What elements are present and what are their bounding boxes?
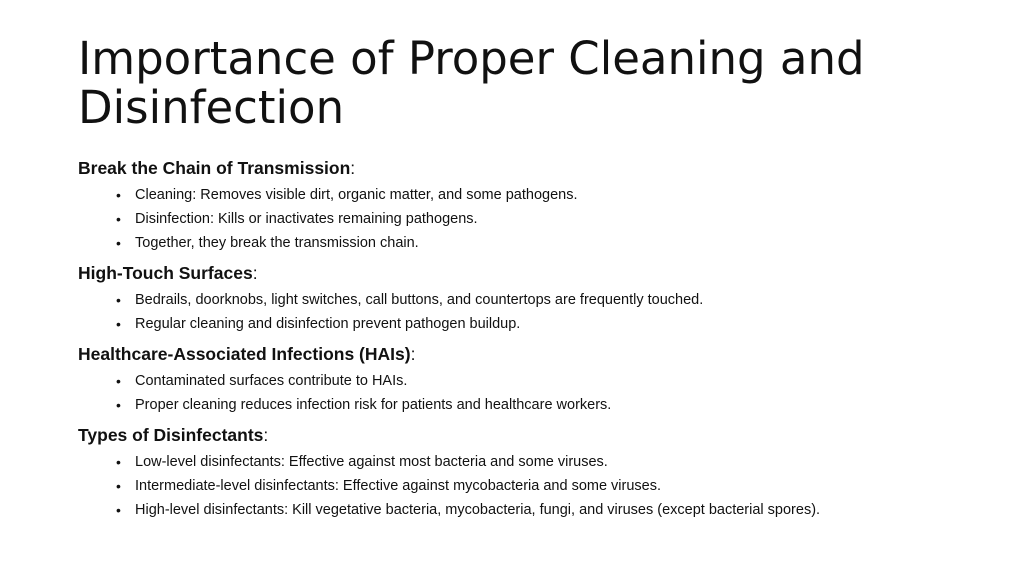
list-item: • Disinfection: Kills or inactivates remaining pathogens. bbox=[116, 207, 978, 231]
section-types-of-disinfectants bbox=[78, 423, 978, 522]
bullet-list bbox=[78, 369, 978, 417]
bullet-icon: • bbox=[116, 292, 121, 308]
list-item: • High-level disinfectants: Kill vegetative bacteria, mycobacteria, fungi, and viruses (except bacterial spores). bbox=[116, 498, 978, 522]
list-item: • Intermediate-level disinfectants: Effective against mycobacteria and some viruses. bbox=[116, 474, 978, 498]
section-heading: High-Touch Surfaces: bbox=[78, 263, 258, 283]
section-heading: Healthcare-Associated Infections (HAIs): bbox=[78, 344, 416, 364]
section-heading: Break the Chain of Transmission: bbox=[78, 158, 356, 178]
bullet-list bbox=[78, 288, 978, 336]
section-high-touch-surfaces bbox=[78, 261, 978, 336]
bullet-icon: • bbox=[116, 454, 121, 470]
slide-title: Importance of Proper Cleaning and Disinfection bbox=[78, 32, 865, 134]
section-heading: Types of Disinfectants: bbox=[78, 425, 269, 445]
list-item: • Regular cleaning and disinfection prevent pathogen buildup. bbox=[116, 312, 978, 336]
bullet-icon: • bbox=[116, 211, 121, 227]
bullet-icon: • bbox=[116, 478, 121, 494]
bullet-icon: • bbox=[116, 373, 121, 389]
list-item: • Proper cleaning reduces infection risk for patients and healthcare workers. bbox=[116, 393, 978, 417]
list-item: • Contaminated surfaces contribute to HAIs. bbox=[116, 369, 978, 393]
list-item: • Bedrails, doorknobs, light switches, call buttons, and countertops are frequently touched. bbox=[116, 288, 978, 312]
section-hais bbox=[78, 342, 978, 417]
bullet-icon: • bbox=[116, 316, 121, 332]
bullet-icon: • bbox=[116, 397, 121, 413]
section-break-chain bbox=[78, 156, 978, 255]
list-item: • Together, they break the transmission chain. bbox=[116, 231, 978, 255]
bullet-list bbox=[78, 183, 978, 255]
bullet-icon: • bbox=[116, 502, 121, 518]
slide-body bbox=[78, 156, 978, 528]
bullet-list bbox=[78, 450, 978, 522]
list-item: • Low-level disinfectants: Effective against most bacteria and some viruses. bbox=[116, 450, 978, 474]
bullet-icon: • bbox=[116, 187, 121, 203]
bullet-icon: • bbox=[116, 235, 121, 251]
list-item: • Cleaning: Removes visible dirt, organic matter, and some pathogens. bbox=[116, 183, 978, 207]
